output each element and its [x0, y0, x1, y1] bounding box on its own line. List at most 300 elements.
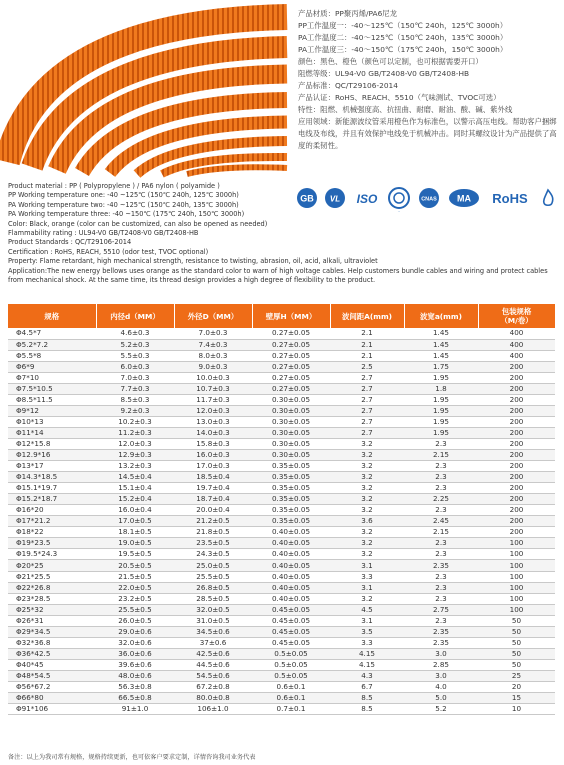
table-cell: 3.2 [330, 527, 404, 538]
table-cell: Φ36*42.5 [8, 648, 96, 659]
svg-text:MA: MA [457, 193, 471, 204]
table-cell: 9.2±0.3 [96, 405, 174, 416]
chinese-spec-list [298, 8, 560, 152]
table-cell: 20.0±0.4 [174, 505, 252, 516]
table-cell: 32.0±0.6 [96, 637, 174, 648]
table-cell: 200 [478, 372, 555, 383]
table-cell: 4.6±0.3 [96, 328, 174, 339]
table-cell: 50 [478, 659, 555, 670]
table-cell: 50 [478, 626, 555, 637]
table-cell: 200 [478, 472, 555, 483]
table-row [8, 626, 555, 637]
table-cell: 80.0±0.8 [174, 693, 252, 704]
table-cell: 0.5±0.05 [252, 659, 330, 670]
footnote: 备注：以上为我司常有规格，规格持续更新，也可依客户要求定制，详情咨询我司业务代表 [8, 754, 256, 761]
table-cell: 26.8±0.5 [174, 582, 252, 593]
table-cell: 1.45 [404, 350, 478, 361]
svg-text:RoHS: RoHS [492, 191, 528, 206]
table-cell: 4.3 [330, 670, 404, 681]
table-cell: 32.0±0.5 [174, 604, 252, 615]
table-cell: 3.2 [330, 549, 404, 560]
table-cell: 2.1 [330, 328, 404, 339]
table-cell: 0.45±0.05 [252, 604, 330, 615]
table-cell: 1.45 [404, 328, 478, 339]
table-cell: Φ13*17 [8, 461, 96, 472]
table-cell: 400 [478, 328, 555, 339]
corrugated-tubes-image [2, 2, 292, 174]
table-cell: Φ12*15.8 [8, 438, 96, 449]
table-cell: 0.30±0.05 [252, 416, 330, 427]
table-cell: Φ9*12 [8, 405, 96, 416]
table-row [8, 538, 555, 549]
table-cell: 3.2 [330, 450, 404, 461]
table-cell: 10.2±0.3 [96, 416, 174, 427]
table-cell: 0.27±0.05 [252, 383, 330, 394]
en-spec-line: Product Standards : QC/T29106-2014 [8, 238, 132, 247]
table-cell: 21.2±0.5 [174, 516, 252, 527]
table-cell: 0.40±0.05 [252, 582, 330, 593]
table-cell: Φ32*36.8 [8, 637, 96, 648]
english-spec-list [8, 182, 558, 285]
table-cell: 10.0±0.3 [174, 372, 252, 383]
table-cell: Φ15.2*18.7 [8, 494, 96, 505]
table-cell: 2.3 [404, 549, 478, 560]
table-cell: 13.0±0.3 [174, 416, 252, 427]
table-row [8, 438, 555, 449]
table-cell: 0.27±0.05 [252, 350, 330, 361]
table-cell: 3.2 [330, 538, 404, 549]
spec-table [8, 304, 556, 715]
cn-spec-line: 应用领域：新能源波纹管采用橙色作为标准色，以警示高压电线。帮助客户捆绑电线及布线，并且有效保护电线免于机械冲击。同时其螺纹设计为产品提供了高度的柔韧性。 [298, 117, 557, 150]
table-cell: 0.45±0.05 [252, 637, 330, 648]
table-cell: Φ21*25.5 [8, 571, 96, 582]
table-cell: 200 [478, 505, 555, 516]
col-header: 波间距A(mm) [330, 304, 404, 328]
table-cell: 2.45 [404, 516, 478, 527]
table-cell: 0.45±0.05 [252, 615, 330, 626]
col-header: 壁厚H（MM） [252, 304, 330, 328]
table-row [8, 427, 555, 438]
svg-text:CNAS: CNAS [421, 196, 437, 203]
table-cell: 4.0 [404, 682, 478, 693]
table-cell: 17.0±0.3 [174, 461, 252, 472]
table-cell: 0.27±0.05 [252, 328, 330, 339]
en-spec-line: Property: Flame retardant, high mechanical strength, resistance to twisting, abrasion, oil, acid, alkali, ultraviolet [8, 257, 378, 266]
table-cell: 15 [478, 693, 555, 704]
table-cell: 3.1 [330, 615, 404, 626]
en-spec-line: Color: Black, orange (color can be customized, can also be opened as needed) [8, 219, 268, 228]
table-cell: 26.0±0.5 [96, 615, 174, 626]
table-cell: 3.2 [330, 593, 404, 604]
table-cell: 0.35±0.05 [252, 494, 330, 505]
table-row [8, 494, 555, 505]
table-cell: 0.27±0.05 [252, 372, 330, 383]
en-spec-line: PP Working temperature one: -40 ~125℃ (150℃ 240h, 125℃ 3000h) [8, 191, 239, 200]
table-cell: 29.0±0.6 [96, 626, 174, 637]
table-row [8, 372, 555, 383]
table-cell: 400 [478, 350, 555, 361]
table-row [8, 472, 555, 483]
table-cell: 2.35 [404, 637, 478, 648]
table-cell: 100 [478, 560, 555, 571]
table-cell: 200 [478, 383, 555, 394]
table-cell: 3.1 [330, 560, 404, 571]
svg-text:GB: GB [300, 193, 314, 204]
table-cell: Φ22*26.8 [8, 582, 96, 593]
table-cell: 3.2 [330, 438, 404, 449]
table-cell: 15.1±0.4 [96, 483, 174, 494]
table-cell: 0.45±0.05 [252, 626, 330, 637]
table-cell: 0.27±0.05 [252, 361, 330, 372]
table-row [8, 394, 555, 405]
table-cell: 3.6 [330, 516, 404, 527]
table-cell: Φ7*10 [8, 372, 96, 383]
table-cell: 3.5 [330, 626, 404, 637]
table-cell: 2.3 [404, 615, 478, 626]
table-row [8, 549, 555, 560]
table-cell: Φ17*21.2 [8, 516, 96, 527]
table-cell: 23.2±0.5 [96, 593, 174, 604]
cn-spec-line: 颜色：黑色、橙色（颜色可以定制，也可根据需要开口） [298, 57, 483, 66]
table-cell: 50 [478, 637, 555, 648]
table-cell: 400 [478, 339, 555, 350]
table-cell: 2.1 [330, 350, 404, 361]
table-cell: 8.5 [330, 704, 404, 715]
table-cell: 16.0±0.3 [174, 450, 252, 461]
table-cell: 15.2±0.4 [96, 494, 174, 505]
table-row [8, 405, 555, 416]
table-cell: 0.30±0.05 [252, 427, 330, 438]
table-cell: 0.6±0.1 [252, 682, 330, 693]
table-cell: 10.7±0.3 [174, 383, 252, 394]
table-row [8, 328, 555, 339]
table-cell: 31.0±0.5 [174, 615, 252, 626]
table-cell: Φ18*22 [8, 527, 96, 538]
table-cell: 2.3 [404, 461, 478, 472]
table-cell: Φ19.5*24.3 [8, 549, 96, 560]
table-cell: 24.3±0.5 [174, 549, 252, 560]
table-cell: Φ48*54.5 [8, 670, 96, 681]
table-cell: 12.9±0.3 [96, 450, 174, 461]
table-cell: 1.95 [404, 427, 478, 438]
table-cell: 5.2±0.3 [96, 339, 174, 350]
cn-spec-line: 产品认证：RoHS、REACH、5510（气味测试、TVOC可选） [298, 93, 501, 102]
table-row [8, 505, 555, 516]
table-cell: 50 [478, 648, 555, 659]
table-cell: 10 [478, 704, 555, 715]
table-cell: 0.27±0.05 [252, 339, 330, 350]
table-cell: 200 [478, 405, 555, 416]
table-cell: 18.1±0.5 [96, 527, 174, 538]
table-cell: 1.75 [404, 361, 478, 372]
table-cell: 0.40±0.05 [252, 538, 330, 549]
table-cell: 54.5±0.6 [174, 670, 252, 681]
table-cell: 42.5±0.6 [174, 648, 252, 659]
table-cell: 4.15 [330, 659, 404, 670]
table-cell: 3.3 [330, 571, 404, 582]
table-cell: 2.15 [404, 450, 478, 461]
table-cell: 12.0±0.3 [96, 438, 174, 449]
table-row [8, 516, 555, 527]
cn-spec-line: PA工作温度三：-40～150℃（175℃ 240h，150℃ 3000h） [298, 45, 508, 54]
table-cell: 1.95 [404, 416, 478, 427]
table-cell: Φ66*80 [8, 693, 96, 704]
table-cell: 34.5±0.6 [174, 626, 252, 637]
table-cell: Φ91*106 [8, 704, 96, 715]
table-cell: 1.8 [404, 383, 478, 394]
table-cell: 200 [478, 427, 555, 438]
table-cell: 100 [478, 593, 555, 604]
table-cell: 100 [478, 582, 555, 593]
table-cell: 0.40±0.05 [252, 527, 330, 538]
table-cell: Φ12.9*16 [8, 450, 96, 461]
table-cell: 0.40±0.05 [252, 593, 330, 604]
table-cell: Φ8.5*11.5 [8, 394, 96, 405]
table-cell: 11.7±0.3 [174, 394, 252, 405]
table-cell: 18.7±0.4 [174, 494, 252, 505]
table-cell: 2.7 [330, 372, 404, 383]
cn-spec-line: PP工作温度一：-40～125℃（150℃ 240h，125℃ 3000h） [298, 21, 508, 30]
table-cell: 1.95 [404, 405, 478, 416]
table-cell: 0.35±0.05 [252, 461, 330, 472]
table-cell: 200 [478, 450, 555, 461]
table-cell: 7.4±0.3 [174, 339, 252, 350]
table-cell: 0.7±0.1 [252, 704, 330, 715]
table-cell: 37±0.6 [174, 637, 252, 648]
table-cell: 2.3 [404, 483, 478, 494]
svg-text:CQC: CQC [397, 212, 401, 213]
table-cell: 13.2±0.3 [96, 461, 174, 472]
table-cell: 66.5±0.8 [96, 693, 174, 704]
table-cell: 19.7±0.4 [174, 483, 252, 494]
table-cell: 14.5±0.4 [96, 472, 174, 483]
en-spec-line: Flammability rating : UL94-V0 GB/T2408-V0 GB/T2408-HB [8, 229, 199, 238]
table-cell: 4.15 [330, 648, 404, 659]
table-cell: Φ20*25 [8, 560, 96, 571]
table-cell: 200 [478, 516, 555, 527]
table-cell: 100 [478, 549, 555, 560]
table-cell: 48.0±0.6 [96, 670, 174, 681]
table-cell: 2.7 [330, 416, 404, 427]
table-row [8, 582, 555, 593]
en-spec-line: Application:The new energy bellows uses orange as the standard color to warn of high voltage cables. Help customers bundle cables and wiring and protect cables from mechanical shock. At the same time, its thread design provides a high degree of flexibility to the product. [8, 266, 548, 285]
en-spec-line: PA Working temperature three: -40 ~150℃ (175℃ 240h, 150℃ 3000h) [8, 210, 245, 219]
spec-table-body [8, 328, 555, 715]
table-cell: 17.0±0.5 [96, 516, 174, 527]
table-row [8, 483, 555, 494]
table-cell: 200 [478, 416, 555, 427]
table-cell: 25 [478, 670, 555, 681]
table-cell: 0.35±0.05 [252, 483, 330, 494]
table-cell: 2.3 [404, 571, 478, 582]
table-cell: Φ56*67.2 [8, 682, 96, 693]
table-cell: 0.40±0.05 [252, 560, 330, 571]
table-cell: 100 [478, 571, 555, 582]
table-cell: 3.2 [330, 483, 404, 494]
table-cell: 2.3 [404, 593, 478, 604]
table-cell: 0.40±0.05 [252, 571, 330, 582]
table-row [8, 461, 555, 472]
table-cell: 16.0±0.4 [96, 505, 174, 516]
table-cell: 0.35±0.05 [252, 472, 330, 483]
table-row [8, 693, 555, 704]
table-cell: 2.3 [404, 505, 478, 516]
table-cell: 9.0±0.3 [174, 361, 252, 372]
table-cell: 2.35 [404, 560, 478, 571]
table-cell: 2.1 [330, 339, 404, 350]
table-cell: 2.7 [330, 394, 404, 405]
col-header: 内径d（MM） [96, 304, 174, 328]
table-cell: 8.5 [330, 693, 404, 704]
table-cell: 2.3 [404, 538, 478, 549]
table-cell: 8.0±0.3 [174, 350, 252, 361]
table-cell: Φ5.5*8 [8, 350, 96, 361]
table-cell: 2.35 [404, 626, 478, 637]
table-cell: 3.1 [330, 582, 404, 593]
spec-table-header-row [8, 304, 555, 328]
table-cell: 5.5±0.3 [96, 350, 174, 361]
cn-spec-line: 阻燃等级：UL94-V0 GB/T2408-V0 GB/T2408-HB [298, 69, 470, 78]
table-row [8, 604, 555, 615]
table-cell: 15.8±0.3 [174, 438, 252, 449]
table-row [8, 704, 555, 715]
table-cell: 25.5±0.5 [96, 604, 174, 615]
table-cell: 2.3 [404, 582, 478, 593]
table-row [8, 560, 555, 571]
table-cell: 3.0 [404, 670, 478, 681]
table-cell: Φ4.5*7 [8, 328, 96, 339]
table-cell: Φ25*32 [8, 604, 96, 615]
table-cell: Φ10*13 [8, 416, 96, 427]
table-cell: 28.5±0.5 [174, 593, 252, 604]
table-cell: 12.0±0.3 [174, 405, 252, 416]
cn-spec-line: PA工作温度二：-40～125℃（150℃ 240h，135℃ 3000h） [298, 33, 508, 42]
table-cell: 0.30±0.05 [252, 394, 330, 405]
en-spec-line: PA Working temperature two: -40 ~125℃ (150℃ 240h, 135℃ 3000h) [8, 200, 239, 209]
table-cell: 106±1.0 [174, 704, 252, 715]
table-row [8, 682, 555, 693]
table-cell: 56.3±0.8 [96, 682, 174, 693]
table-cell: 100 [478, 538, 555, 549]
cn-spec-line: 特性：阻燃、机械强度高、抗扭曲、耐磨、耐油、酸、碱、紫外线 [298, 105, 513, 114]
table-cell: Φ7.5*10.5 [8, 383, 96, 394]
table-row [8, 416, 555, 427]
table-cell: 23.5±0.5 [174, 538, 252, 549]
table-cell: 2.85 [404, 659, 478, 670]
table-row [8, 527, 555, 538]
table-row [8, 450, 555, 461]
table-cell: 2.3 [404, 472, 478, 483]
table-cell: 3.2 [330, 461, 404, 472]
table-cell: 6.7 [330, 682, 404, 693]
table-cell: 25.0±0.5 [174, 560, 252, 571]
table-cell: 2.25 [404, 494, 478, 505]
table-cell: 7.7±0.3 [96, 383, 174, 394]
table-cell: 2.15 [404, 527, 478, 538]
table-cell: 0.30±0.05 [252, 450, 330, 461]
table-row [8, 615, 555, 626]
table-cell: 0.40±0.05 [252, 549, 330, 560]
table-cell: 36.0±0.6 [96, 648, 174, 659]
table-cell: 2.7 [330, 405, 404, 416]
table-cell: 2.5 [330, 361, 404, 372]
table-row [8, 350, 555, 361]
table-cell: 0.6±0.1 [252, 693, 330, 704]
table-cell: 1.45 [404, 339, 478, 350]
table-cell: 1.95 [404, 372, 478, 383]
table-cell: 3.3 [330, 637, 404, 648]
table-cell: 20 [478, 682, 555, 693]
table-cell: 200 [478, 527, 555, 538]
table-cell: Φ6*9 [8, 361, 96, 372]
cn-spec-line: 产品材质：PP聚丙烯/PA6尼龙 [298, 9, 398, 18]
table-cell: 14.0±0.3 [174, 427, 252, 438]
table-row [8, 670, 555, 681]
table-cell: 19.0±0.5 [96, 538, 174, 549]
table-cell: 0.5±0.05 [252, 670, 330, 681]
table-cell: Φ5.2*7.2 [8, 339, 96, 350]
table-cell: Φ23*28.5 [8, 593, 96, 604]
en-spec-line: Product material : PP ( Polypropylene ) / PA6 nylon ( polyamide ) [8, 182, 220, 190]
table-cell: 22.0±0.5 [96, 582, 174, 593]
product-hero [0, 0, 564, 180]
table-cell: 91±1.0 [96, 704, 174, 715]
table-cell: 0.5±0.05 [252, 648, 330, 659]
table-row [8, 659, 555, 670]
table-cell: Φ15.1*19.7 [8, 483, 96, 494]
table-cell: 200 [478, 483, 555, 494]
table-cell: 3.2 [330, 494, 404, 505]
table-cell: 200 [478, 394, 555, 405]
table-row [8, 361, 555, 372]
svg-text:VL: VL [329, 194, 341, 204]
table-cell: Φ14.3*18.5 [8, 472, 96, 483]
table-cell: Φ11*14 [8, 427, 96, 438]
table-cell: 8.5±0.3 [96, 394, 174, 405]
table-cell: Φ19*23.5 [8, 538, 96, 549]
table-row [8, 593, 555, 604]
cn-spec-line: 产品标准：QC/T29106-2014 [298, 81, 398, 90]
col-header: 规格 [8, 304, 96, 328]
table-cell: 4.5 [330, 604, 404, 615]
table-cell: 2.7 [330, 383, 404, 394]
table-cell: 200 [478, 494, 555, 505]
table-cell: 3.2 [330, 472, 404, 483]
table-row [8, 571, 555, 582]
table-cell: 44.5±0.6 [174, 659, 252, 670]
table-cell: 11.2±0.3 [96, 427, 174, 438]
table-row [8, 648, 555, 659]
table-cell: 67.2±0.8 [174, 682, 252, 693]
table-cell: Φ16*20 [8, 505, 96, 516]
table-cell: 5.2 [404, 704, 478, 715]
svg-text:ISO: ISO [356, 192, 378, 206]
table-cell: 5.0 [404, 693, 478, 704]
table-cell: 25.5±0.5 [174, 571, 252, 582]
col-header: 外径D（MM） [174, 304, 252, 328]
table-cell: 0.30±0.05 [252, 438, 330, 449]
table-cell: 0.30±0.05 [252, 405, 330, 416]
table-cell: 21.8±0.5 [174, 527, 252, 538]
col-header: 包装规格 （M/卷） [478, 304, 555, 328]
table-cell: Φ26*31 [8, 615, 96, 626]
table-row [8, 383, 555, 394]
table-cell: 0.35±0.05 [252, 505, 330, 516]
col-header: 波宽a(mm) [404, 304, 478, 328]
table-cell: 18.5±0.4 [174, 472, 252, 483]
table-cell: 100 [478, 604, 555, 615]
table-cell: 200 [478, 438, 555, 449]
